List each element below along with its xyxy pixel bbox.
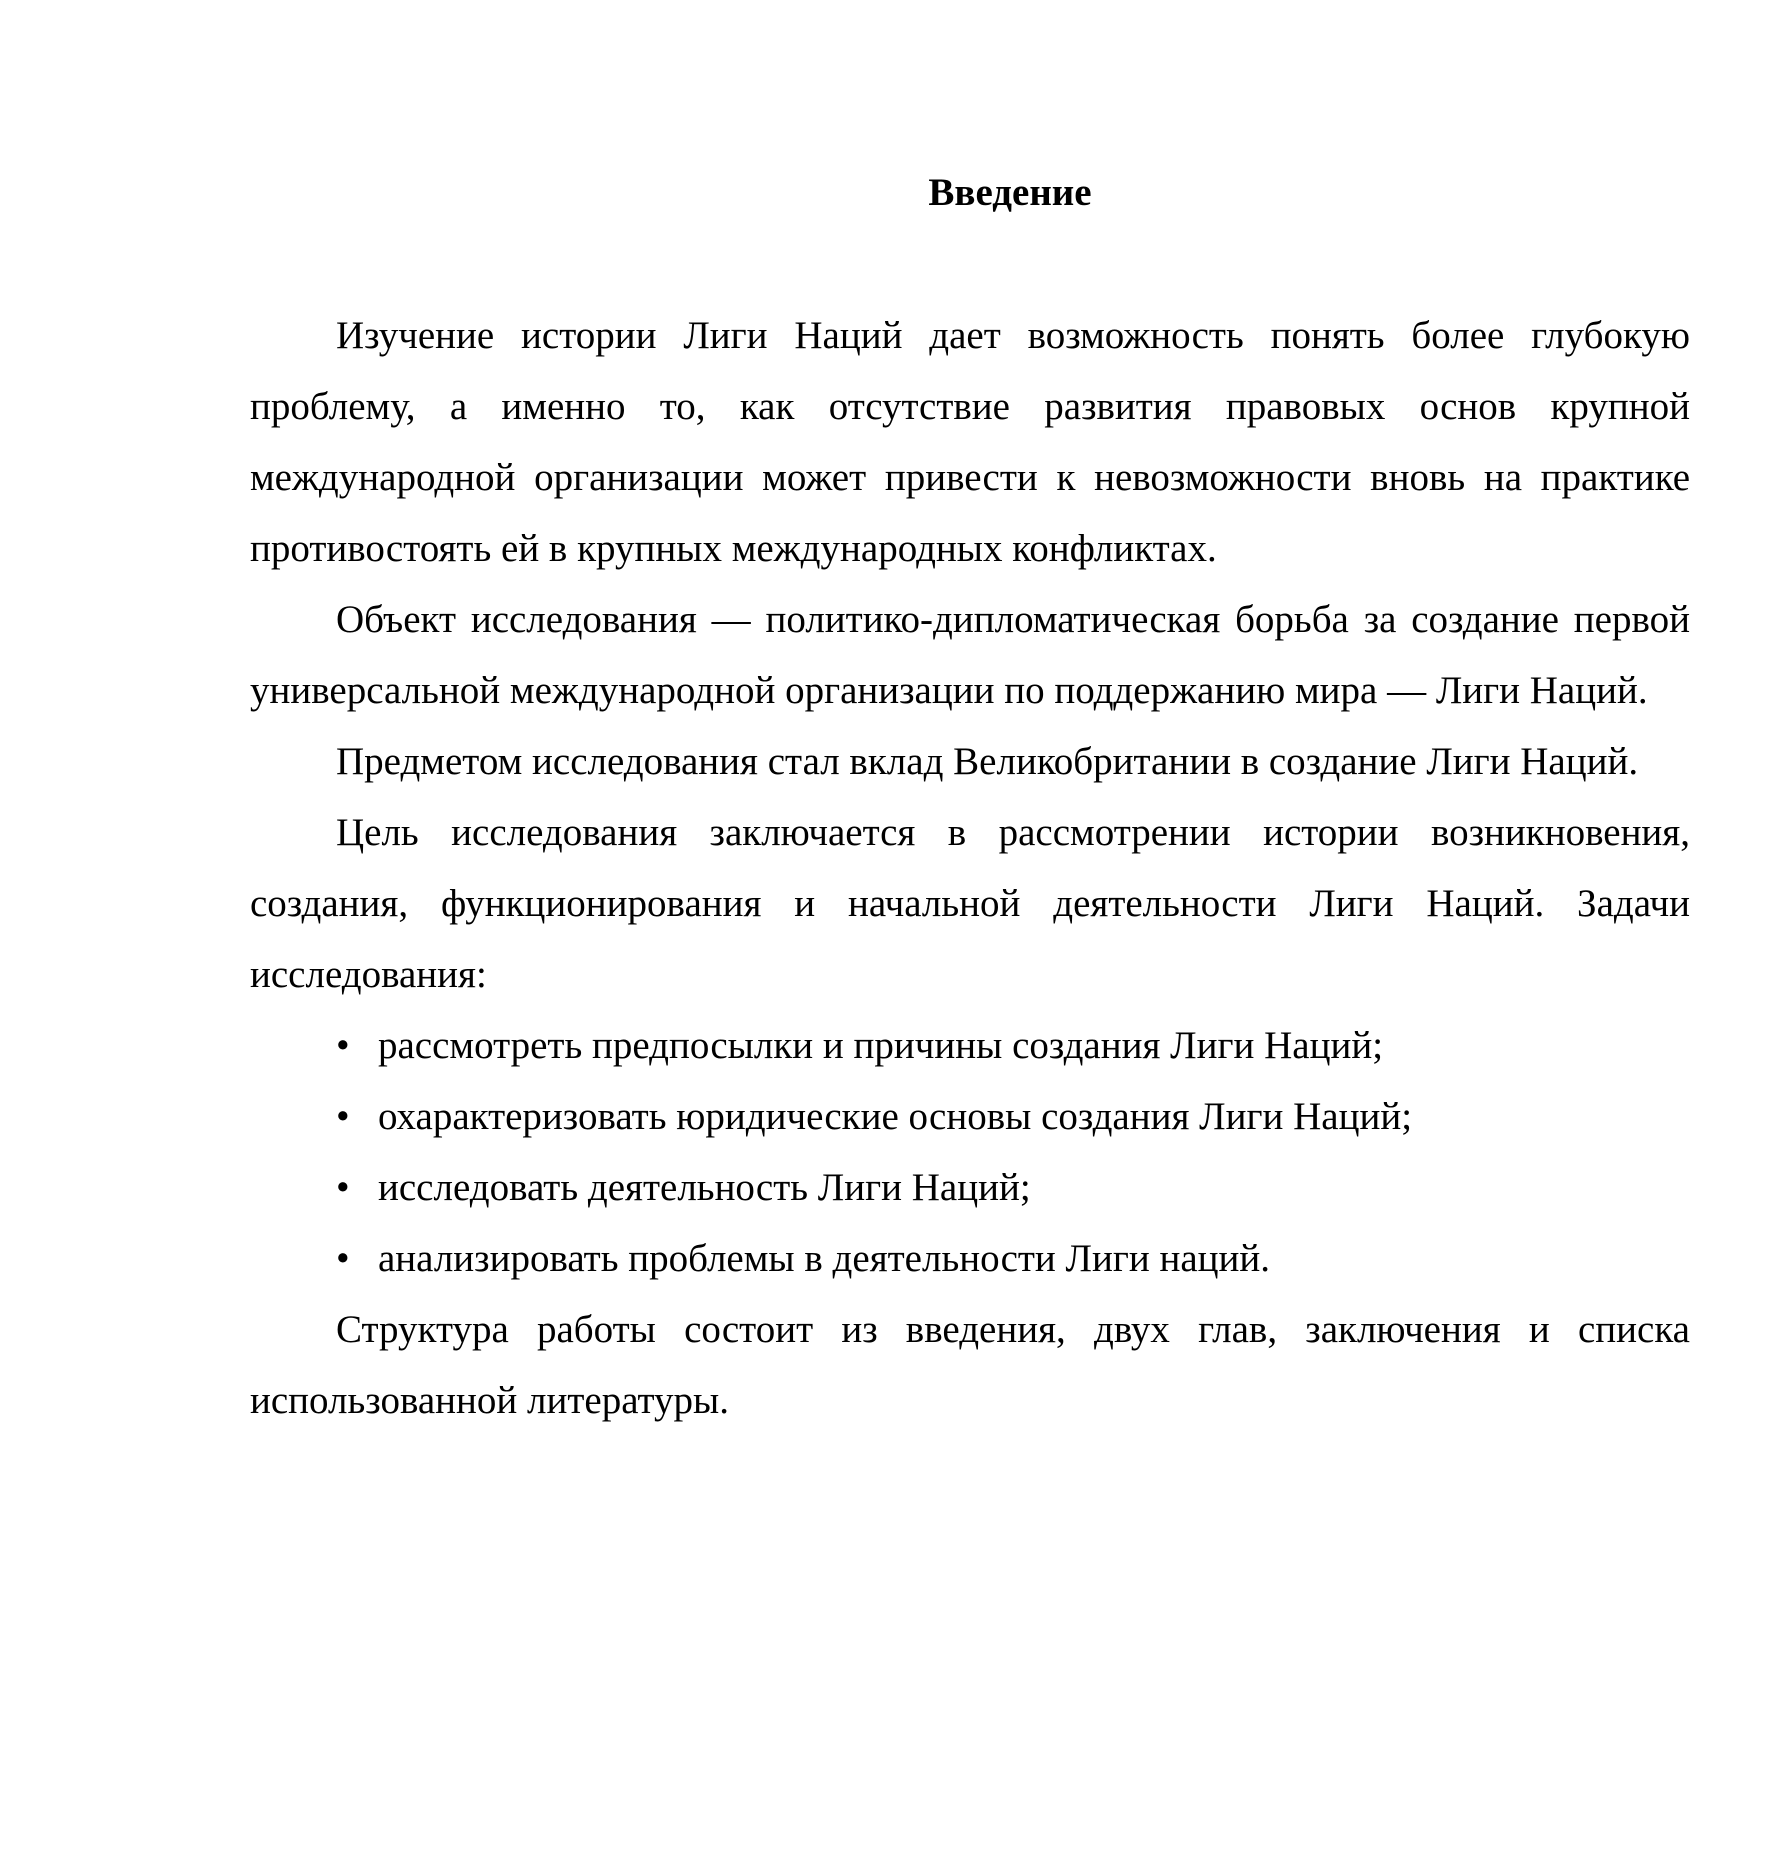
paragraph-object: Объект исследования — политико-дипломатическая борьба за создание первой универсальной международной организации по поддержанию мира — Лиги Наций. [250, 598, 1690, 712]
bullet-icon: • [336, 1237, 350, 1280]
paragraph-intro: Изучение истории Лиги Наций дает возможность понять более глубокую проблему, а именно то, как отсутствие развития правовых основ крупной международной организации может привести к невозможности вновь на практике противостоять ей в крупных международных конфликтах. [250, 314, 1690, 570]
list-item [250, 1010, 1690, 1081]
paragraph-subject: Предметом исследования стал вклад Великобритании в создание Лиги Наций. [336, 740, 1639, 783]
tasks-list [250, 1010, 1690, 1294]
task-text: охарактеризовать юридические основы создания Лиги Наций; [378, 1095, 1413, 1138]
task-text: анализировать проблемы в деятельности Лиги наций. [378, 1237, 1271, 1280]
task-text: исследовать деятельность Лиги Наций; [378, 1166, 1031, 1209]
paragraph-goal: Цель исследования заключается в рассмотрении истории возникновения, создания, функционирования и начальной деятельности Лиги Наций. Задачи исследования: [250, 811, 1690, 996]
bullet-icon: • [336, 1024, 350, 1067]
bullet-icon: • [336, 1166, 350, 1209]
page-title: Введение [928, 171, 1092, 214]
bullet-icon: • [336, 1095, 350, 1138]
list-item [250, 1152, 1690, 1223]
paragraph-structure: Структура работы состоит из введения, двух глав, заключения и списка использованной литературы. [250, 1308, 1690, 1422]
list-item [250, 1223, 1690, 1294]
document-body [250, 300, 1690, 1436]
task-text: рассмотреть предпосылки и причины создания Лиги Наций; [378, 1024, 1384, 1067]
list-item [250, 1081, 1690, 1152]
